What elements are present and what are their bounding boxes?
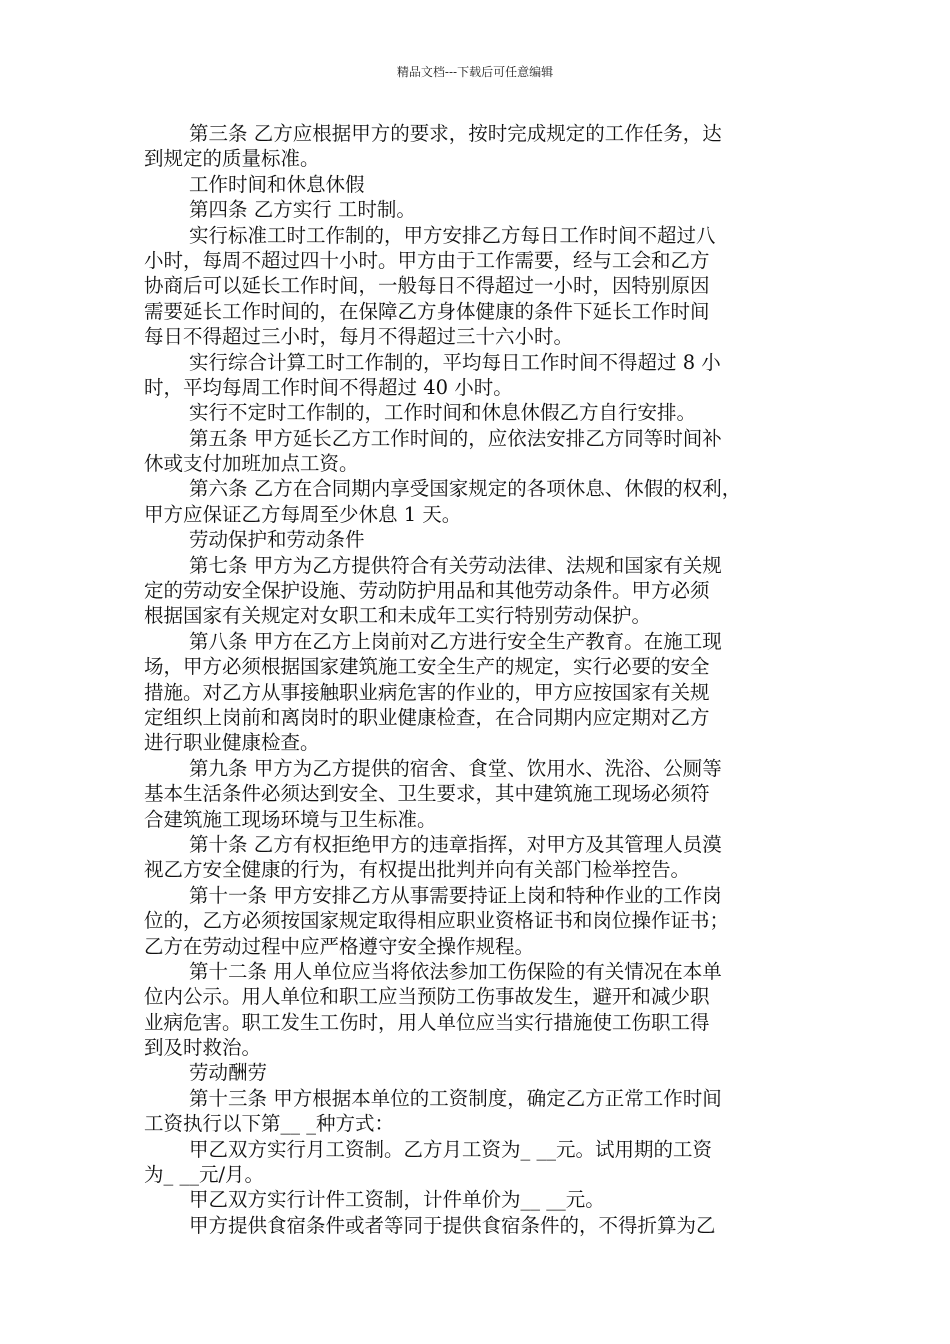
text-line: 场，甲方必须根据国家建筑施工安全生产的规定，实行必要的安全 [144,655,710,679]
text-line: 劳动酬劳 [189,1061,268,1085]
text-line: 到规定的质量标准。 [144,147,320,171]
paragraph [144,1086,809,1137]
paragraph [144,756,809,832]
text-line: 第六条 乙方在合同期内享受国家规定的各项休息、休假的权利， [189,477,742,501]
text-line: 乙方在劳动过程中应严格遵守安全操作规程。 [144,934,535,958]
paragraph [144,527,809,552]
text-line: 工作时间和休息休假 [189,172,365,196]
paragraph [144,223,809,350]
text-line: 基本生活条件必须达到安全、卫生要求，其中建筑施工现场必须符 [144,782,710,806]
paragraph [144,172,809,197]
paragraph [144,400,809,425]
paragraph [144,1060,809,1085]
text-line: 甲方应保证乙方每周至少休息 1 天。 [144,502,462,526]
paragraph [144,883,809,959]
paragraph [144,832,809,883]
text-line: 位内公示。用人单位和职工应当预防工伤事故发生，避开和减少职 [144,985,710,1009]
text-line: 实行标准工时工作制的，甲方安排乙方每日工作时间不超过八 [189,223,716,247]
text-line: 第十一条 甲方安排乙方从事需要持证上岗和特种作业的工作岗 [189,883,722,907]
paragraph [144,629,809,756]
text-line: 实行不定时工作制的，工作时间和休息休假乙方自行安排。 [189,401,697,425]
text-line: 小时，每周不超过四十小时。甲方由于工作需要，经与工会和乙方 [144,248,710,272]
text-line: 需要延长工作时间的，在保障乙方身体健康的条件下延长工作时间 [144,299,710,323]
paragraph [144,350,809,401]
text-line: 视乙方安全健康的行为，有权提出批判并向有关部门检举控告。 [144,858,691,882]
text-line: 第五条 甲方延长乙方工作时间的，应依法安排乙方同等时间补 [189,426,722,450]
text-line: 甲乙双方实行月工资制。乙方月工资为_ __元。试用期的工资 [189,1137,712,1161]
text-line: 第三条 乙方应根据甲方的要求，按时完成规定的工作任务，达 [189,122,722,145]
text-line: 第七条 甲方为乙方提供符合有关劳动法律、法规和国家有关规 [189,553,722,577]
paragraph [144,959,809,1061]
text-line: 时，平均每周工作时间不得超过 40 小时。 [144,375,513,399]
text-line: 第十三条 甲方根据本单位的工资制度，确定乙方正常工作时间 [189,1086,722,1110]
paragraph [144,1137,809,1188]
text-line: 工资执行以下第__ _种方式： [144,1112,394,1136]
text-line: 到及时救治。 [144,1036,262,1060]
text-line: 业病危害。职工发生工伤时，用人单位应当实行措施使工伤职工得 [144,1010,710,1034]
text-line: 休或支付加班加点工资。 [144,452,359,476]
document-body [144,121,809,1238]
paragraph [144,1187,809,1212]
text-line: 实行综合计算工时工作制的，平均每日工作时间不得超过 8 小 [189,350,721,374]
paragraph [144,553,809,629]
text-line: 第四条 乙方实行 工时制。 [189,198,416,222]
paragraph [144,197,809,222]
paragraph [144,1213,809,1238]
text-line: 措施。对乙方从事接触职业病危害的作业的，甲方应按国家有关规 [144,680,710,704]
text-line: 第八条 甲方在乙方上岗前对乙方进行安全生产教育。在施工现 [189,629,722,653]
text-line: 为_ __元/月。 [144,1163,265,1187]
text-line: 第十条 乙方有权拒绝甲方的违章指挥，对甲方及其管理人员漠 [189,832,722,856]
text-line: 进行职业健康检查。 [144,731,320,755]
text-line: 第九条 甲方为乙方提供的宿舍、食堂、饮用水、洗浴、公厕等 [189,756,722,780]
text-line: 每日不得超过三小时，每月不得超过三十六小时。 [144,325,574,349]
text-line: 合建筑施工现场环境与卫生标准。 [144,807,437,831]
text-line: 根据国家有关规定对女职工和未成年工实行特别劳动保护。 [144,604,652,628]
page-header: 精品文档---下载后可任意编辑 [396,65,554,79]
text-line: 第十二条 用人单位应当将依法参加工伤保险的有关情况在本单 [189,959,722,983]
paragraph [144,121,809,172]
paragraph [144,426,809,477]
text-line: 定组织上岗前和离岗时的职业健康检查，在合同期内应定期对乙方 [144,705,710,729]
paragraph [144,476,809,527]
text-line: 甲乙双方实行计件工资制，计件单价为__ __元。 [189,1188,605,1212]
text-line: 甲方提供食宿条件或者等同于提供食宿条件的，不得折算为乙 [189,1213,716,1237]
text-line: 协商后可以延长工作时间，一般每日不得超过一小时，因特别原因 [144,274,710,298]
text-line: 位的，乙方必须按国家规定取得相应职业资格证书和岗位操作证书； [144,909,730,933]
text-line: 定的劳动安全保护设施、劳动防护用品和其他劳动条件。甲方必须 [144,579,710,603]
text-line: 劳动保护和劳动条件 [189,528,365,552]
